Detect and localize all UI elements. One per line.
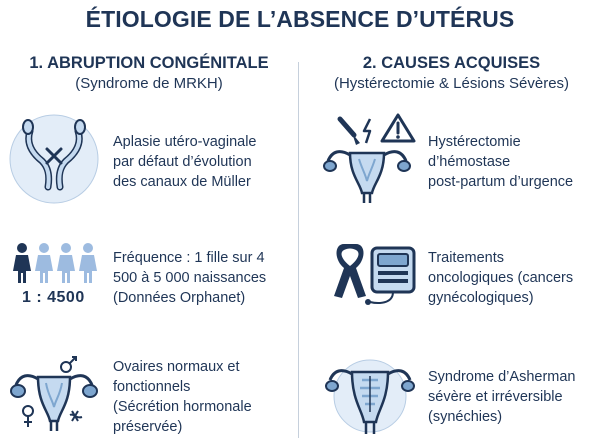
text-line: (Données Orphanet): [113, 290, 246, 306]
text-line: Fréquence : 1 fille sur 4: [113, 250, 265, 266]
text-line: Traitements: [428, 250, 505, 266]
uterus-absent-icon: [8, 113, 100, 210]
text-line: préservée): [113, 419, 183, 435]
text-line: Ovaires normaux et: [113, 359, 240, 375]
text-line: sévère et irréversible: [428, 389, 563, 405]
right-item-2-text: [428, 248, 573, 308]
text-line: post-partum d’urgence: [428, 174, 574, 190]
ratio-label: 1 : 4500: [22, 289, 85, 306]
right-heading: 2. CAUSES ACQUISES: [362, 54, 541, 72]
text-line: Hystérectomie: [428, 134, 521, 150]
population-icon: [12, 241, 102, 290]
text-line: 500 à 5 000 naissances: [113, 270, 267, 286]
asherman-uterus-icon: [322, 358, 418, 443]
text-line: par défaut d’évolution: [113, 154, 252, 170]
text-line: d’hémostase: [428, 154, 511, 170]
right-item-3-text: [428, 367, 576, 427]
text-line: (synéchies): [428, 409, 503, 425]
text-line: oncologiques (cancers: [428, 270, 574, 286]
cancer-treatment-icon: [330, 238, 422, 315]
right-column-header: [303, 54, 600, 92]
text-line: (Sécrétion hormonale: [113, 399, 252, 415]
right-subheading: (Hystérectomie & Lésions Sévères): [333, 75, 570, 92]
hysterectomy-warning-icon: [320, 113, 416, 210]
left-heading: 1. ABRUPTION CONGÉNITALE: [29, 54, 269, 72]
text-line: Syndrome d’Asherman: [428, 369, 576, 385]
left-item-3-text: [113, 357, 252, 437]
left-column-header: [2, 54, 296, 92]
ovaries-hormones-icon: [6, 355, 102, 440]
text-line: gynécologiques): [428, 290, 534, 306]
right-item-1-text: [428, 132, 573, 192]
text-line: fonctionnels: [113, 379, 191, 395]
column-divider: [298, 62, 299, 438]
page-title: ÉTIOLOGIE DE L’ABSENCE D’UTÉRUS: [85, 6, 515, 32]
left-subheading: (Syndrome de MRKH): [75, 75, 223, 92]
text-line: Aplasie utéro-vaginale: [113, 134, 257, 150]
text-line: des canaux de Müller: [113, 174, 251, 190]
left-item-2-text: [113, 248, 266, 308]
left-item-1-text: [113, 132, 256, 192]
